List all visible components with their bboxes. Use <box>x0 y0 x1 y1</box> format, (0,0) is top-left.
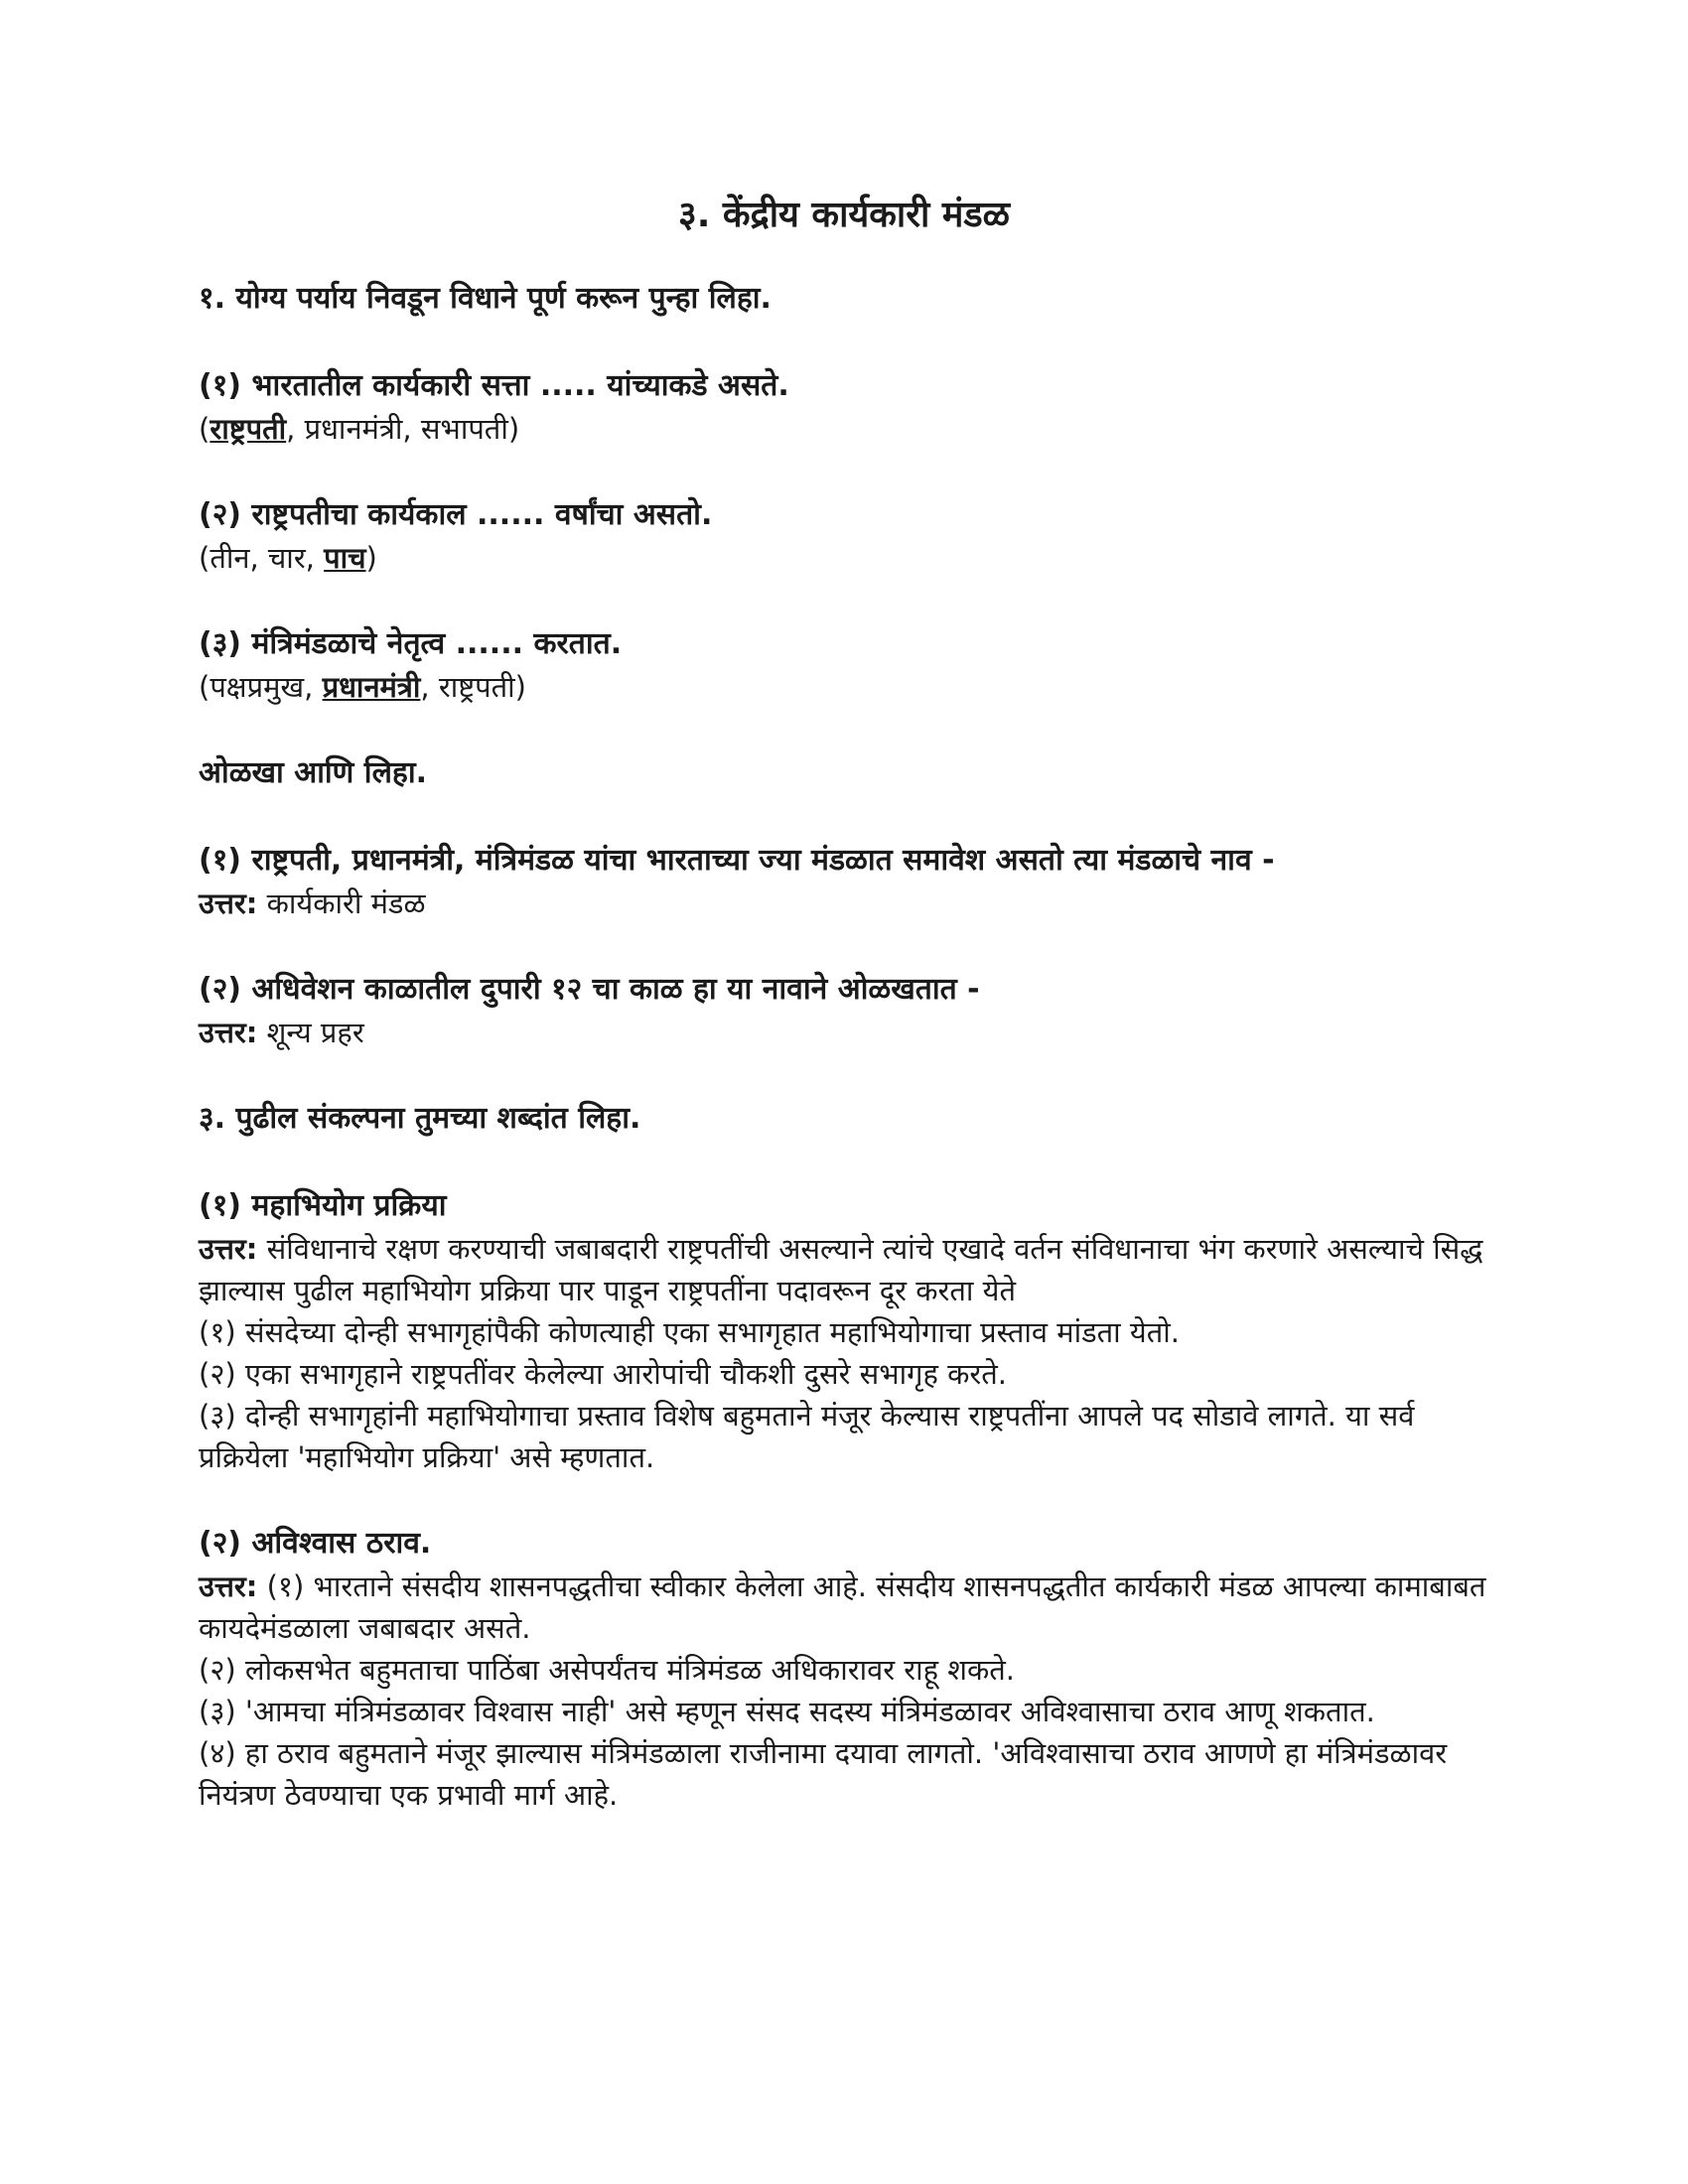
concept-1-title: (१) महाभियोग प्रक्रिया <box>199 1188 447 1223</box>
mcq-2-correct-answer: पाच <box>324 541 366 575</box>
mcq-2-question: (२) राष्ट्रपतीचा कार्यकाल ...... वर्षांचा असतो. <box>199 497 713 532</box>
identify-1-answer: उत्तर: कार्यकारी मंडळ <box>199 887 426 920</box>
mcq-2 <box>199 493 1489 579</box>
concept-1-point-1: (१) संसदेच्या दोन्ही सभागृहांपैकी कोणत्याही एका सभागृहात महाभियोगाचा प्रस्ताव मांडता येतो. <box>199 1315 1180 1349</box>
page-title: ३. केंद्रीय कार्यकारी मंडळ <box>678 195 1010 235</box>
identify-1-question: (१) राष्ट्रपती, प्रधानमंत्री, मंत्रिमंडळ यांचा भारताच्या ज्या मंडळात समावेश असतो त्या मंडळाचे नाव - <box>199 843 1275 878</box>
concept-1-intro: उत्तर: संविधानाचे रक्षण करण्याची जबाबदारी राष्ट्रपतींची असल्याने त्यांचे एखादे वर्तन संविधानाचा भंग करणारे असल्याचे सिद्ध झाल्यास पुढील महाभियोग प्रक्रिया पार पाडून राष्ट्रपतींना पदावरून दूर करता येते <box>199 1232 1483 1307</box>
concept-1 <box>199 1184 1489 1478</box>
section-2-heading: ओळखा आणि लिहा. <box>199 755 428 790</box>
identify-2-answer: उत्तर: शून्य प्रहर <box>199 1016 364 1049</box>
concept-2-point-3: (३) 'आमचा मंत्रिमंडळावर विश्वास नाही' असे म्हणून संसद सदस्य मंत्रिमंडळावर अविश्वासाचा ठराव आणू शकतात. <box>199 1695 1375 1728</box>
concept-2-point-2: (२) लोकसभेत बहुमताचा पाठिंबा असेपर्यंतच मंत्रिमंडळ अधिकारावर राहू शकते. <box>199 1653 1016 1687</box>
answer-label: उत्तर: <box>199 1016 258 1049</box>
concept-1-point-2: (२) एका सभागृहाने राष्ट्रपतींवर केलेल्या आरोपांची चौकशी दुसरे सभागृह करते. <box>199 1357 1007 1391</box>
section-1-heading: १. योग्य पर्याय निवडून विधाने पूर्ण करून पुन्हा लिहा. <box>199 281 772 316</box>
concept-2 <box>199 1522 1489 1816</box>
section-1-heading-block <box>199 277 1489 321</box>
identify-2-question: (२) अधिवेशन काळातील दुपारी १२ चा काळ हा या नावाने ओळखतात - <box>199 972 980 1007</box>
document-page <box>199 189 1489 1859</box>
mcq-1-options: (राष्ट्रपती, प्रधानमंत्री, सभापती) <box>199 412 520 446</box>
mcq-1-question: (१) भारतातील कार्यकारी सत्ता ..... यांच्याकडे असते. <box>199 368 789 403</box>
mcq-3-correct-answer: प्रधानमंत्री <box>322 670 421 704</box>
answer-label: उत्तर: <box>199 1570 258 1603</box>
mcq-3-options: (पक्षप्रमुख, प्रधानमंत्री, राष्ट्रपती) <box>199 670 526 704</box>
mcq-1 <box>199 364 1489 450</box>
answer-label: उत्तर: <box>199 887 258 920</box>
identify-2 <box>199 968 1489 1053</box>
section-2-heading-block <box>199 751 1489 795</box>
concept-2-title: (२) अविश्वास ठराव. <box>199 1526 432 1561</box>
mcq-1-correct-answer: राष्ट्रपती <box>210 412 287 446</box>
identify-1 <box>199 839 1489 924</box>
section-3-heading-block <box>199 1097 1489 1141</box>
concept-2-point-4: (४) हा ठराव बहुमताने मंजूर झाल्यास मंत्रिमंडळाला राजीनामा दयावा लागतो. 'अविश्वासाचा ठराव आणणे हा मंत्रिमंडळावर नियंत्रण ठेवण्याचा एक प्रभावी मार्ग आहे. <box>199 1736 1448 1812</box>
mcq-3 <box>199 622 1489 708</box>
section-3-heading: ३. पुढील संकल्पना तुमच्या शब्दांत लिहा. <box>199 1101 641 1136</box>
answer-label: उत्तर: <box>199 1232 258 1266</box>
mcq-2-options: (तीन, चार, पाच) <box>199 541 377 575</box>
mcq-3-question: (३) मंत्रिमंडळाचे नेतृत्व ...... करतात. <box>199 626 623 661</box>
concept-1-point-3: (३) दोन्ही सभागृहांनी महाभियोगाचा प्रस्ताव विशेष बहुमताने मंजूर केल्यास राष्ट्रपतींना आपले पद सोडावे लागते. या सर्व प्रक्रियेला 'महाभियोग प्रक्रिया' असे म्हणतात. <box>199 1399 1415 1474</box>
concept-2-point-1: उत्तर: (१) भारताने संसदीय शासनपद्धतीचा स्वीकार केलेला आहे. संसदीय शासनपद्धतीत कार्यकारी मंडळ आपल्या कामाबाबत कायदेमंडळाला जबाबदार असते. <box>199 1570 1486 1645</box>
